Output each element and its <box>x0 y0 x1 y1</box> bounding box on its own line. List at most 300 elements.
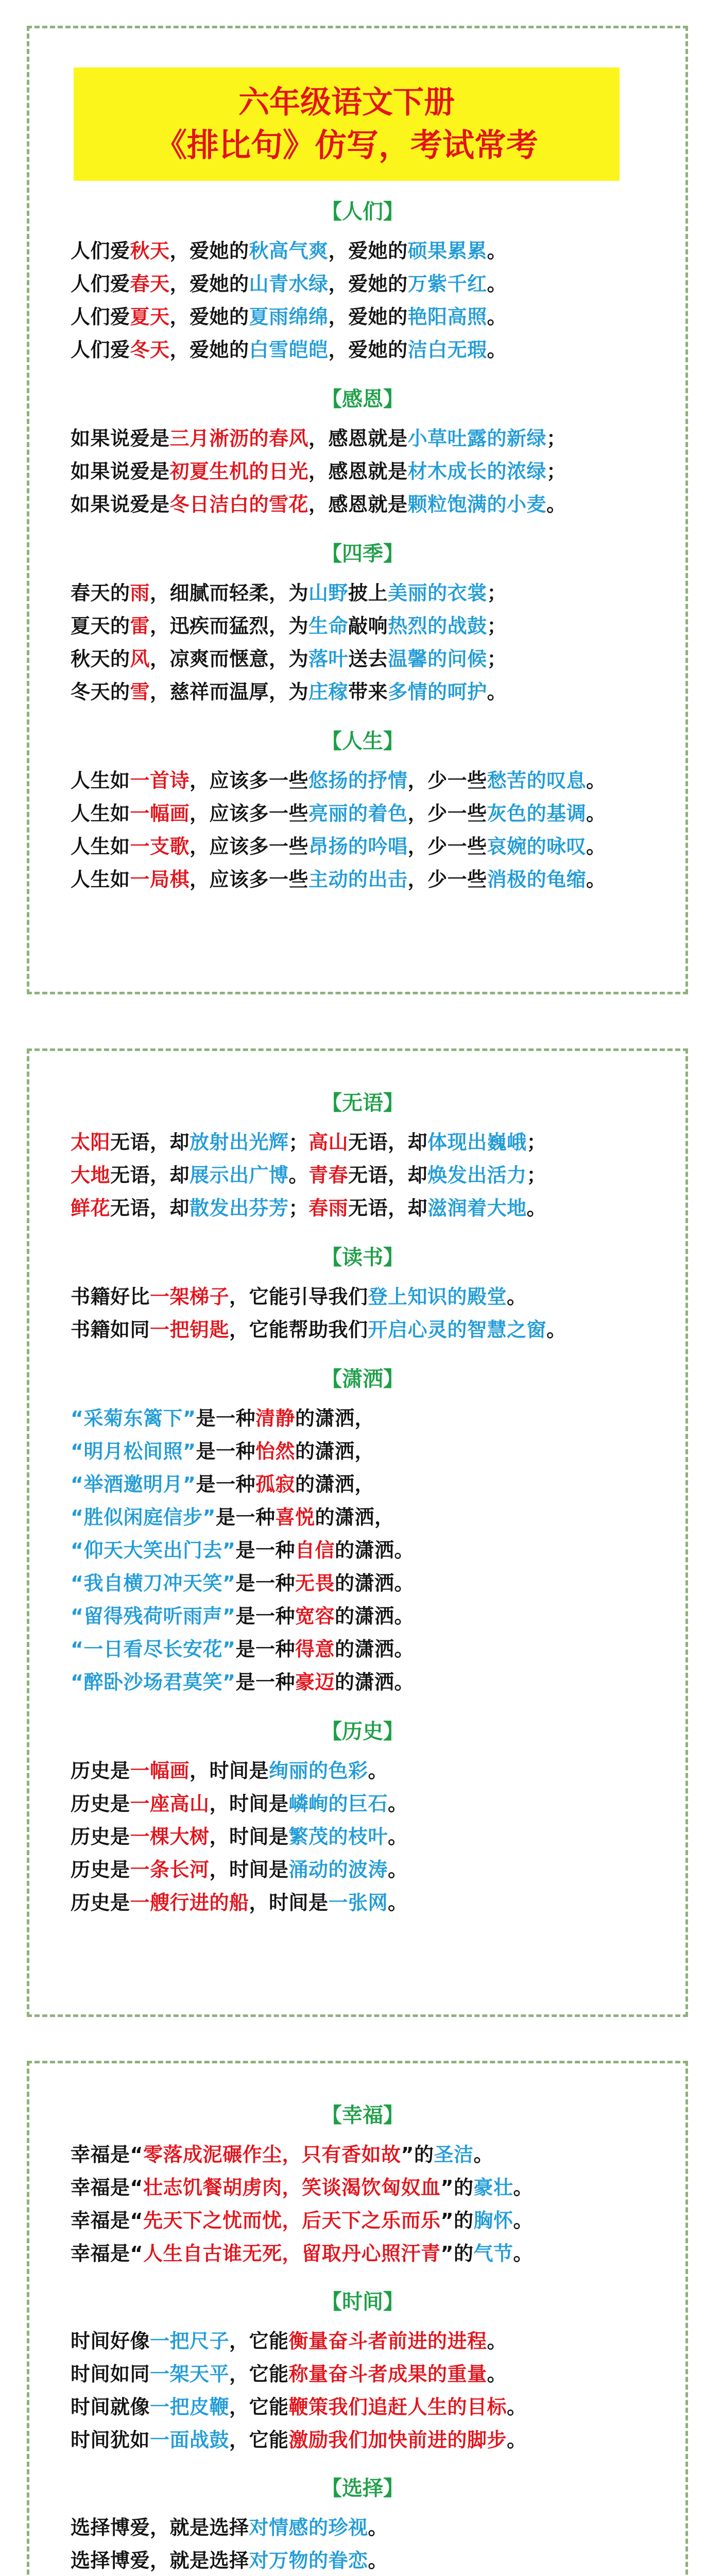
text-segment: 的潇洒。 <box>334 1638 414 1660</box>
highlight-segment: 对情感的珍视 <box>249 2516 368 2539</box>
highlight-segment: 绚丽的色彩 <box>269 1759 368 1782</box>
text-segment: 的潇洒。 <box>334 1671 414 1693</box>
highlight-segment: 得意 <box>295 1638 335 1660</box>
text-line <box>71 1402 655 1435</box>
highlight-segment: 人生自古谁无死，留取丹心照汗青 <box>143 2242 441 2265</box>
highlight-segment: “胜似闲庭信步” <box>71 1506 216 1529</box>
text-segment: 是一种 <box>235 1671 295 1693</box>
text-segment: 是一种 <box>235 1572 295 1595</box>
text-segment: 。 <box>586 769 606 792</box>
text-segment: 送去 <box>348 648 388 670</box>
text-segment: 。 <box>513 2242 534 2265</box>
highlight-segment: 多情的呵护 <box>388 681 487 703</box>
text-segment: 的潇洒。 <box>334 1539 414 1562</box>
text-segment: 时间就像 <box>71 2396 150 2418</box>
text-segment: ，少一些 <box>407 835 487 858</box>
text-segment: ，应该多一些 <box>190 802 309 825</box>
highlight-segment: 灰色的基调 <box>487 802 587 825</box>
highlight-segment: 豪壮 <box>473 2176 513 2199</box>
highlight-segment: 自信 <box>295 1539 335 1562</box>
highlight-segment: 庄稼 <box>308 681 349 703</box>
text-segment: ，爱她的 <box>169 240 249 262</box>
highlight-segment: 一架梯子 <box>150 1285 230 1308</box>
text-segment: 。 <box>507 1285 527 1308</box>
highlight-segment: 夏天 <box>130 306 170 328</box>
text-line <box>71 2544 655 2576</box>
highlight-segment: 热烈的战鼓 <box>388 615 487 637</box>
highlight-segment: “明月松间照” <box>71 1440 196 1463</box>
text-segment: 。 <box>487 681 507 703</box>
highlight-segment: 一艘行进的船 <box>130 1891 249 1914</box>
text-segment: ”的 <box>440 2242 474 2265</box>
highlight-segment: 夏雨绵绵 <box>249 306 329 328</box>
text-line <box>71 2171 655 2204</box>
text-segment: 无语，却 <box>348 1164 428 1187</box>
text-segment: 敲响 <box>348 615 388 637</box>
highlight-segment: 愁苦的叹息 <box>487 769 587 792</box>
highlight-segment: 白雪皑皑 <box>249 338 329 361</box>
text-segment: ，感恩就是 <box>308 493 408 516</box>
highlight-segment: 主动的出击 <box>308 868 408 891</box>
text-segment: 如果说爱是 <box>71 493 170 516</box>
text-segment: 历史是 <box>71 1891 130 1914</box>
text-segment: ，它能 <box>229 2330 289 2352</box>
text-segment: ，时间是 <box>249 1891 329 1914</box>
text-segment: ”的 <box>440 2176 474 2199</box>
title-line-2: 《排比句》仿写，考试常考 <box>154 126 538 164</box>
text-segment: 。 <box>586 868 606 891</box>
highlight-segment: 洁白无瑕 <box>407 338 487 361</box>
text-segment: 是一种 <box>196 1473 255 1496</box>
text-line <box>71 234 655 267</box>
text-segment: ，少一些 <box>407 802 487 825</box>
text-segment: ，时间是 <box>190 1759 269 1782</box>
text-segment: ”的 <box>401 2143 434 2166</box>
highlight-segment: 哀婉的咏叹 <box>487 835 587 858</box>
highlight-segment: 一张网 <box>328 1891 388 1914</box>
text-segment: 。 <box>546 493 566 516</box>
title-banner <box>74 67 620 181</box>
text-line <box>71 764 655 797</box>
card-3 <box>27 2061 688 2576</box>
highlight-segment: 硕果累累 <box>407 240 487 262</box>
text-segment: ，它能 <box>229 2429 289 2451</box>
text-segment: 幸福是“ <box>71 2143 143 2166</box>
text-segment: 书籍如同 <box>71 1318 150 1341</box>
text-segment: 历史是 <box>71 1792 130 1815</box>
text-segment: 是一种 <box>235 1539 295 1562</box>
highlight-segment: 壮志饥餐胡虏肉，笑谈渴饮匈奴血 <box>143 2176 441 2199</box>
text-line <box>71 1754 655 1787</box>
highlight-segment: “采菊东篱下” <box>71 1407 196 1430</box>
section <box>71 540 655 708</box>
text-segment: ，少一些 <box>407 868 487 891</box>
highlight-segment: 亮丽的着色 <box>308 802 408 825</box>
text-line <box>71 1313 655 1346</box>
text-segment: 无语，却 <box>110 1197 190 1219</box>
text-segment: 历史是 <box>71 1858 130 1881</box>
text-segment: 。 <box>507 2429 527 2451</box>
text-line <box>71 1600 655 1633</box>
text-line <box>71 1534 655 1567</box>
highlight-segment: 圣洁 <box>434 2143 474 2166</box>
text-line <box>71 333 655 366</box>
highlight-segment: 放射出光辉 <box>190 1131 289 1154</box>
section-title: 【选择】 <box>321 2477 404 2500</box>
text-segment: ，它能引导我们 <box>229 1285 368 1308</box>
highlight-segment: 材木成长的浓绿 <box>407 460 547 483</box>
highlight-segment: 昂扬的吟唱 <box>308 835 408 858</box>
section-title: 【潇洒】 <box>321 1367 404 1391</box>
text-line <box>71 1126 655 1159</box>
card-2 <box>27 1048 688 2017</box>
text-line <box>71 2138 655 2171</box>
text-segment: ，迅疾而猛烈，为 <box>150 615 309 637</box>
text-segment: 是一种 <box>196 1407 255 1430</box>
text-line <box>71 2391 655 2424</box>
text-segment: 的潇洒。 <box>334 1605 414 1628</box>
text-segment: ，它能 <box>229 2396 289 2418</box>
highlight-segment: 温馨的问候 <box>388 648 487 670</box>
text-segment: 。 <box>368 2549 388 2572</box>
section <box>71 1718 655 1919</box>
highlight-segment: 悠扬的抒情 <box>308 769 408 792</box>
highlight-segment: 一条长河 <box>130 1858 210 1881</box>
text-line <box>71 863 655 896</box>
text-segment: 。 <box>388 1858 408 1881</box>
card-3-content <box>71 2102 655 2576</box>
section-title: 【人们】 <box>321 200 404 224</box>
highlight-segment: 繁茂的枝叶 <box>288 1825 388 1848</box>
text-line <box>71 609 655 642</box>
highlight-segment: 美丽的衣裳 <box>388 582 487 604</box>
text-segment: 。 <box>513 2209 534 2232</box>
card-2-content <box>71 1090 655 1919</box>
text-segment: ，应该多一些 <box>190 835 309 858</box>
highlight-segment: 太阳 <box>71 1131 111 1154</box>
section <box>71 2475 655 2576</box>
text-segment: 的潇洒。 <box>334 1572 414 1595</box>
text-segment: ； <box>546 460 566 483</box>
text-segment: ，时间是 <box>209 1858 289 1881</box>
highlight-segment: 雷 <box>130 615 150 637</box>
highlight-segment: “留得残荷听雨声” <box>71 1605 236 1628</box>
text-segment: 幸福是“ <box>71 2209 143 2232</box>
card-1-content <box>71 198 655 896</box>
section <box>71 198 655 366</box>
section-title: 【四季】 <box>321 542 404 566</box>
text-segment: 人们爱 <box>71 240 130 262</box>
text-segment: 夏天的 <box>71 615 130 637</box>
section <box>71 1366 655 1699</box>
title-line-1: 六年级语文下册 <box>238 84 455 121</box>
highlight-segment: 气节 <box>473 2242 513 2265</box>
text-segment: ，爱她的 <box>169 306 249 328</box>
highlight-segment: 一面战鼓 <box>150 2429 230 2451</box>
highlight-segment: 春雨 <box>308 1197 349 1219</box>
text-line <box>71 1853 655 1886</box>
highlight-segment: 零落成泥碾作尘，只有香如故 <box>143 2143 401 2166</box>
highlight-segment: 清静 <box>255 1407 295 1430</box>
text-segment: 。 <box>487 240 507 262</box>
text-segment: ，凉爽而惬意，为 <box>150 648 309 670</box>
text-segment: ，慈祥而温厚，为 <box>150 681 309 703</box>
text-segment: 。 <box>513 2176 534 2199</box>
text-segment: ； <box>288 1131 309 1154</box>
highlight-segment: “举酒邀明月” <box>71 1473 196 1496</box>
text-line <box>71 830 655 863</box>
text-segment: 。 <box>546 1318 566 1341</box>
text-segment: 的潇洒， <box>295 1407 374 1430</box>
text-segment: ，爱她的 <box>328 273 408 295</box>
text-segment: ，感恩就是 <box>308 460 408 483</box>
text-line <box>71 455 655 488</box>
text-segment: 人们爱 <box>71 306 130 328</box>
text-segment: ，时间是 <box>209 1792 289 1815</box>
text-segment: 人生如 <box>71 769 130 792</box>
highlight-segment: 散发出芬芳 <box>190 1197 289 1219</box>
text-segment: 人生如 <box>71 868 130 891</box>
text-line <box>71 2424 655 2456</box>
text-segment: 人们爱 <box>71 273 130 295</box>
text-segment: 。 <box>388 1891 408 1914</box>
text-segment: 是一种 <box>196 1440 255 1463</box>
text-segment: 的潇洒， <box>295 1440 374 1463</box>
section <box>71 2289 655 2456</box>
highlight-segment: 嶙峋的巨石 <box>288 1792 388 1815</box>
section <box>71 2102 655 2270</box>
section <box>71 1090 655 1225</box>
highlight-segment: 一支歌 <box>130 835 190 858</box>
text-line <box>71 2511 655 2544</box>
text-segment: 的潇洒， <box>315 1506 394 1529</box>
text-segment: 。 <box>487 306 507 328</box>
text-line <box>71 2358 655 2391</box>
text-segment: ； <box>526 1131 547 1154</box>
text-segment: ； <box>487 648 507 670</box>
text-segment: 书籍好比 <box>71 1285 150 1308</box>
text-segment: ； <box>526 1164 547 1187</box>
text-segment: 。 <box>487 2363 507 2385</box>
section-title: 【感恩】 <box>321 387 404 411</box>
text-segment: 人生如 <box>71 835 130 858</box>
highlight-segment: 称量奋斗者成果的重量 <box>288 2363 487 2385</box>
text-segment: ，时间是 <box>209 1825 289 1848</box>
text-segment: ，应该多一些 <box>190 769 309 792</box>
highlight-segment: 一首诗 <box>130 769 190 792</box>
highlight-segment: 一把尺子 <box>150 2330 230 2352</box>
text-line <box>71 1468 655 1501</box>
text-line <box>71 1192 655 1225</box>
highlight-segment: 鞭策我们追赶人生的目标 <box>288 2396 507 2418</box>
text-line <box>71 422 655 455</box>
text-segment: 冬天的 <box>71 681 130 703</box>
highlight-segment: 冬日洁白的雪花 <box>169 493 309 516</box>
highlight-segment: 生命 <box>308 615 349 637</box>
highlight-segment: 衡量奋斗者前进的进程 <box>288 2330 487 2352</box>
text-line <box>71 488 655 521</box>
text-segment: 时间如同 <box>71 2363 150 2385</box>
highlight-segment: 先天下之忧而忧，后天下之乐而乐 <box>143 2209 441 2232</box>
highlight-segment: 怡然 <box>255 1440 295 1463</box>
highlight-segment: 展示出广博 <box>190 1164 289 1187</box>
text-segment: ，应该多一些 <box>190 868 309 891</box>
text-segment: 无语，却 <box>110 1131 190 1154</box>
text-segment: 人们爱 <box>71 338 130 361</box>
highlight-segment: 雨 <box>130 582 150 604</box>
highlight-segment: 风 <box>130 648 150 670</box>
text-segment: ，爱她的 <box>328 306 408 328</box>
text-segment: ，爱她的 <box>169 338 249 361</box>
text-line <box>71 267 655 300</box>
text-line <box>71 2204 655 2237</box>
highlight-segment: 鲜花 <box>71 1197 111 1219</box>
highlight-segment: 一幅画 <box>130 802 190 825</box>
text-segment: ，它能 <box>229 2363 289 2385</box>
section-title: 【人生】 <box>321 730 404 753</box>
text-segment: 。 <box>487 2330 507 2352</box>
highlight-segment: 消极的龟缩 <box>487 868 587 891</box>
text-line <box>71 1501 655 1534</box>
highlight-segment: 万紫千红 <box>407 273 487 295</box>
section-title: 【幸福】 <box>321 2104 404 2127</box>
highlight-segment: 一幅画 <box>130 1759 190 1782</box>
highlight-segment: 豪迈 <box>295 1671 335 1693</box>
text-segment: 披上 <box>348 582 388 604</box>
text-line <box>71 1820 655 1853</box>
text-line <box>71 2237 655 2270</box>
highlight-segment: 一把钥匙 <box>150 1318 230 1341</box>
highlight-segment: 雪 <box>130 681 150 703</box>
text-segment: 。 <box>526 1197 547 1219</box>
text-line <box>71 2325 655 2358</box>
text-segment: 选择博爱，就是选择 <box>71 2549 249 2572</box>
highlight-segment: 胸怀 <box>473 2209 513 2232</box>
text-segment: 。 <box>473 2143 494 2166</box>
highlight-segment: 大地 <box>71 1164 111 1187</box>
text-line <box>71 1435 655 1468</box>
section-title: 【时间】 <box>321 2290 404 2314</box>
text-segment: 无语，却 <box>110 1164 190 1187</box>
text-segment: 。 <box>586 835 606 858</box>
highlight-segment: 涌动的波涛 <box>288 1858 388 1881</box>
text-line <box>71 577 655 609</box>
text-segment: 是一种 <box>215 1506 276 1529</box>
highlight-segment: 一座高山 <box>130 1792 210 1815</box>
text-segment: ，爱她的 <box>169 273 249 295</box>
highlight-segment: 一局棋 <box>130 868 190 891</box>
text-line <box>71 1666 655 1699</box>
text-segment: 时间犹如 <box>71 2429 150 2451</box>
text-segment: 。 <box>288 1164 309 1187</box>
text-line <box>71 1787 655 1820</box>
highlight-segment: “醉卧沙场君莫笑” <box>71 1671 236 1693</box>
text-segment: ，它能帮助我们 <box>229 1318 368 1341</box>
text-segment: 历史是 <box>71 1825 130 1848</box>
text-segment: 春天的 <box>71 582 130 604</box>
highlight-segment: “仰天大笑出门去” <box>71 1539 236 1562</box>
highlight-segment: 初夏生机的日光 <box>169 460 309 483</box>
text-segment: 秋天的 <box>71 648 130 670</box>
highlight-segment: 喜悦 <box>275 1506 315 1529</box>
highlight-segment: 冬天 <box>130 338 170 361</box>
highlight-segment: 落叶 <box>308 648 349 670</box>
text-segment: 人生如 <box>71 802 130 825</box>
text-segment: 。 <box>388 1792 408 1815</box>
text-segment: 。 <box>507 2396 527 2418</box>
highlight-segment: “我自横刀冲天笑” <box>71 1572 236 1595</box>
text-segment: 。 <box>368 2516 388 2539</box>
highlight-segment: 一架天平 <box>150 2363 230 2385</box>
text-segment: 。 <box>586 802 606 825</box>
section <box>71 1244 655 1346</box>
text-line <box>71 642 655 675</box>
highlight-segment: 一把皮鞭 <box>150 2396 230 2418</box>
highlight-segment: 山野 <box>308 582 349 604</box>
section <box>71 728 655 896</box>
highlight-segment: 无畏 <box>295 1572 335 1595</box>
text-segment: ； <box>487 615 507 637</box>
section-title: 【读书】 <box>321 1246 404 1269</box>
highlight-segment: 秋天 <box>130 240 170 262</box>
text-line <box>71 1633 655 1666</box>
highlight-segment: 孤寂 <box>255 1473 295 1496</box>
highlight-segment: 滋润着大地 <box>427 1197 527 1219</box>
highlight-segment: 秋高气爽 <box>249 240 329 262</box>
text-segment: ； <box>288 1197 309 1219</box>
text-line <box>71 1886 655 1919</box>
highlight-segment: 宽容 <box>295 1605 335 1628</box>
highlight-segment: 小草吐露的新绿 <box>407 427 547 450</box>
text-segment: 如果说爱是 <box>71 460 170 483</box>
text-segment: 无语，却 <box>348 1131 428 1154</box>
text-segment: 。 <box>388 1825 408 1848</box>
highlight-segment: 对万物的眷恋 <box>249 2549 368 2572</box>
highlight-segment: 高山 <box>308 1131 349 1154</box>
card-1 <box>27 26 688 994</box>
text-segment: 无语，却 <box>348 1197 428 1219</box>
text-segment: 是一种 <box>235 1638 295 1660</box>
highlight-segment: “一日看尽长安花” <box>71 1638 236 1660</box>
highlight-segment: 三月淅沥的春风 <box>169 427 309 450</box>
text-line <box>71 1280 655 1313</box>
text-segment: ，爱她的 <box>328 338 408 361</box>
text-segment: 历史是 <box>71 1759 130 1782</box>
text-segment: ，少一些 <box>407 769 487 792</box>
highlight-segment: 春天 <box>130 273 170 295</box>
text-segment: ； <box>487 582 507 604</box>
text-line <box>71 300 655 333</box>
text-segment: ，感恩就是 <box>308 427 408 450</box>
highlight-segment: 青春 <box>308 1164 349 1187</box>
text-line <box>71 675 655 708</box>
highlight-segment: 激励我们加快前进的脚步 <box>288 2429 507 2451</box>
text-segment: 时间好像 <box>71 2330 150 2352</box>
text-segment: 幸福是“ <box>71 2242 143 2265</box>
text-segment: 选择博爱，就是选择 <box>71 2516 249 2539</box>
text-segment: ； <box>546 427 566 450</box>
highlight-segment: 颗粒饱满的小麦 <box>407 493 547 516</box>
text-segment: 。 <box>487 338 507 361</box>
text-segment: 。 <box>487 273 507 295</box>
text-segment: 如果说爱是 <box>71 427 170 450</box>
text-segment: ”的 <box>440 2209 474 2232</box>
text-segment: 带来 <box>348 681 388 703</box>
text-segment: ，细腻而轻柔，为 <box>150 582 309 604</box>
text-line <box>71 797 655 830</box>
highlight-segment: 艳阳高照 <box>407 306 487 328</box>
highlight-segment: 一棵大树 <box>130 1825 210 1848</box>
